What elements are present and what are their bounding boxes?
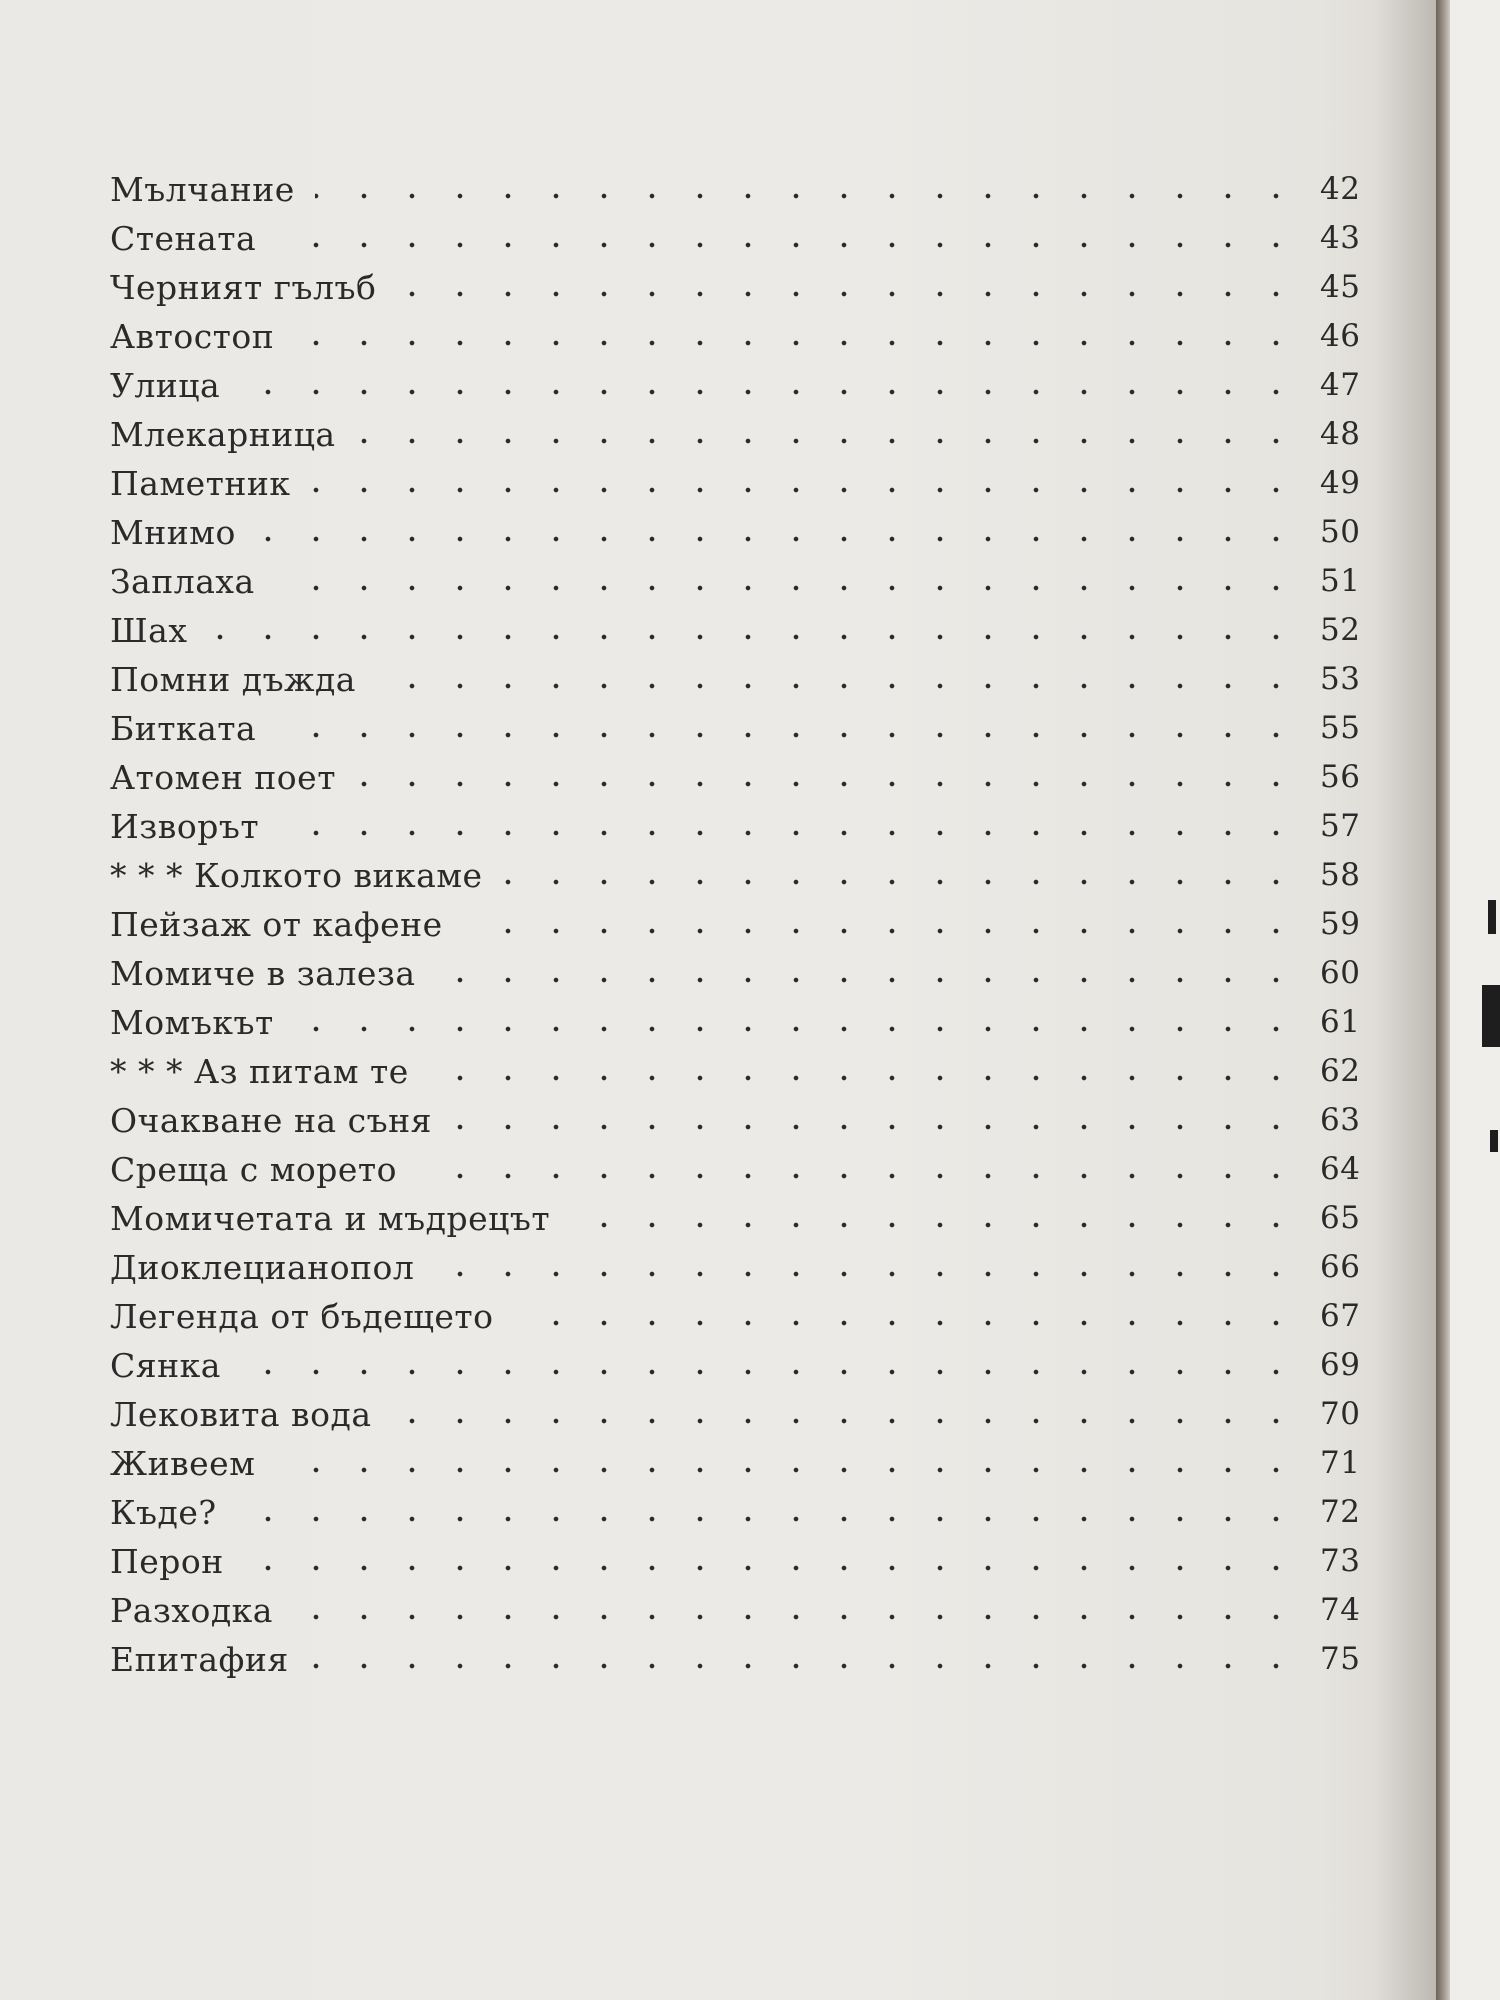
toc-entry xyxy=(110,1096,1390,1145)
toc-entry xyxy=(110,214,1390,263)
toc-entry xyxy=(110,851,1390,900)
toc-entry-page-number: 50 xyxy=(1320,514,1361,550)
toc-entry-page-number: 71 xyxy=(1320,1445,1361,1481)
toc-entry xyxy=(110,361,1390,410)
dot-leader xyxy=(452,1124,1300,1130)
toc-entry xyxy=(110,1635,1390,1684)
toc-entry-title: Легенда от бъдещето xyxy=(110,1297,494,1336)
dot-leader xyxy=(570,1222,1300,1228)
toc-entry-page-number: 49 xyxy=(1320,465,1361,501)
toc-entry-page-number: 52 xyxy=(1320,612,1361,648)
toc-entry-page-number: 61 xyxy=(1320,1004,1361,1040)
toc-entry xyxy=(110,704,1390,753)
toc-entry-title: Къде? xyxy=(110,1493,217,1532)
adjacent-page-glyph xyxy=(1490,1130,1498,1152)
toc-entry-page-number: 57 xyxy=(1320,808,1361,844)
dot-leader xyxy=(275,1467,1300,1473)
toc-entry xyxy=(110,753,1390,802)
toc-entry-title: Заплаха xyxy=(110,562,255,601)
toc-entry xyxy=(110,1145,1390,1194)
toc-entry xyxy=(110,508,1390,557)
toc-entry-page-number: 56 xyxy=(1320,759,1361,795)
dot-leader xyxy=(276,242,1300,248)
dot-leader xyxy=(276,732,1300,738)
toc-entry-title: Пейзаж от кафене xyxy=(110,905,443,944)
toc-entry-page-number: 72 xyxy=(1320,1494,1361,1530)
toc-entry-page-number: 75 xyxy=(1320,1641,1361,1677)
toc-entry-title: * * * Колкото викаме xyxy=(110,856,483,895)
adjacent-page-glyph xyxy=(1488,900,1496,934)
dot-leader xyxy=(293,1614,1300,1620)
toc-entry xyxy=(110,802,1390,851)
toc-entry xyxy=(110,1488,1390,1537)
toc-entry-page-number: 45 xyxy=(1320,269,1361,305)
toc-entry xyxy=(110,1292,1390,1341)
toc-entry-title: Помни дъжда xyxy=(110,660,356,699)
toc-entry-title: Битката xyxy=(110,709,257,748)
toc-entry-title: Диоклецианопол xyxy=(110,1248,415,1287)
toc-entry xyxy=(110,410,1390,459)
toc-entry-page-number: 42 xyxy=(1320,171,1361,207)
toc-entry xyxy=(110,1439,1390,1488)
dot-leader xyxy=(207,634,1300,640)
dot-leader xyxy=(503,879,1300,885)
toc-entry-page-number: 46 xyxy=(1320,318,1361,354)
toc-entry xyxy=(110,655,1390,704)
toc-entry-page-number: 48 xyxy=(1320,416,1361,452)
dot-leader xyxy=(514,1320,1300,1326)
toc-entry-title: Мнимо xyxy=(110,513,236,552)
toc-entry-page-number: 73 xyxy=(1320,1543,1361,1579)
adjacent-page-glyph xyxy=(1482,985,1500,1047)
toc-entry xyxy=(110,1047,1390,1096)
toc-entry-page-number: 65 xyxy=(1320,1200,1361,1236)
toc-entry xyxy=(110,459,1390,508)
toc-entry xyxy=(110,557,1390,606)
toc-entry xyxy=(110,900,1390,949)
toc-entry-page-number: 66 xyxy=(1320,1249,1361,1285)
dot-leader xyxy=(237,1516,1300,1522)
toc-entry-title: Разходка xyxy=(110,1591,273,1630)
toc-entry-page-number: 47 xyxy=(1320,367,1361,403)
dot-leader xyxy=(240,389,1300,395)
dot-leader xyxy=(294,340,1300,346)
dot-leader xyxy=(244,1565,1300,1571)
dot-leader xyxy=(434,1271,1300,1277)
toc-entry-page-number: 69 xyxy=(1320,1347,1361,1383)
toc-entry-page-number: 62 xyxy=(1320,1053,1361,1089)
adjacent-page-edge xyxy=(1450,0,1500,2000)
dot-leader xyxy=(309,1663,1300,1669)
toc-entry xyxy=(110,1537,1390,1586)
toc-entry-title: Черният гълъб xyxy=(110,268,377,307)
toc-entry-title: Шах xyxy=(110,611,188,650)
toc-entry xyxy=(110,998,1390,1047)
toc-entry xyxy=(110,1341,1390,1390)
toc-entry-title: Среща с морето xyxy=(110,1150,398,1189)
toc-entry xyxy=(110,606,1390,655)
toc-entry-page-number: 55 xyxy=(1320,710,1361,746)
table-of-contents xyxy=(110,165,1390,1684)
toc-entry-page-number: 64 xyxy=(1320,1151,1361,1187)
toc-entry-title: Момичетата и мъдрецът xyxy=(110,1199,551,1238)
toc-entry-page-number: 43 xyxy=(1320,220,1361,256)
book-gutter xyxy=(1436,0,1450,2000)
toc-entry xyxy=(110,1243,1390,1292)
toc-entry-title: Лековита вода xyxy=(110,1395,372,1434)
dot-leader xyxy=(356,781,1300,787)
toc-entry-title: Мълчание xyxy=(110,170,295,209)
dot-leader xyxy=(275,585,1300,591)
dot-leader xyxy=(376,683,1300,689)
dot-leader xyxy=(463,928,1300,934)
toc-entry-page-number: 58 xyxy=(1320,857,1361,893)
dot-leader xyxy=(294,1026,1300,1032)
toc-entry-page-number: 63 xyxy=(1320,1102,1361,1138)
dot-leader xyxy=(256,536,1300,542)
dot-leader xyxy=(356,438,1300,444)
dot-leader xyxy=(429,1075,1300,1081)
toc-entry-page-number: 74 xyxy=(1320,1592,1361,1628)
dot-leader xyxy=(436,977,1300,983)
toc-entry-page-number: 67 xyxy=(1320,1298,1361,1334)
toc-entry-title: Епитафия xyxy=(110,1640,289,1679)
toc-entry-page-number: 53 xyxy=(1320,661,1361,697)
toc-entry-page-number: 70 xyxy=(1320,1396,1361,1432)
toc-entry-title: Очакване на съня xyxy=(110,1101,432,1140)
dot-leader xyxy=(396,291,1300,297)
dot-leader xyxy=(315,193,1300,199)
toc-entry-title: Млекарница xyxy=(110,415,336,454)
toc-entry-title: Живеем xyxy=(110,1444,256,1483)
toc-entry-title: Изворът xyxy=(110,807,260,846)
toc-entry xyxy=(110,312,1390,361)
toc-entry xyxy=(110,1586,1390,1635)
toc-entry-title: Атомен поет xyxy=(110,758,336,797)
toc-entry-title: Момъкът xyxy=(110,1003,274,1042)
toc-entry xyxy=(110,165,1390,214)
toc-entry-title: Улица xyxy=(110,366,221,405)
toc-entry xyxy=(110,263,1390,312)
dot-leader xyxy=(392,1418,1300,1424)
toc-entry xyxy=(110,949,1390,998)
toc-entry-title: Перон xyxy=(110,1542,224,1581)
toc-entry-title: Автостоп xyxy=(110,317,275,356)
toc-entry-title: Стената xyxy=(110,219,257,258)
dot-leader xyxy=(311,487,1300,493)
toc-entry xyxy=(110,1390,1390,1439)
toc-entry-page-number: 51 xyxy=(1320,563,1361,599)
toc-entry-title: Момиче в залеза xyxy=(110,954,416,993)
dot-leader xyxy=(279,830,1300,836)
dot-leader xyxy=(241,1369,1300,1375)
toc-entry-page-number: 59 xyxy=(1320,906,1361,942)
toc-entry-title: * * * Аз питам те xyxy=(110,1052,409,1091)
toc-entry xyxy=(110,1194,1390,1243)
toc-entry-title: Сянка xyxy=(110,1346,221,1385)
toc-entry-title: Паметник xyxy=(110,464,291,503)
toc-entry-page-number: 60 xyxy=(1320,955,1361,991)
dot-leader xyxy=(417,1173,1300,1179)
